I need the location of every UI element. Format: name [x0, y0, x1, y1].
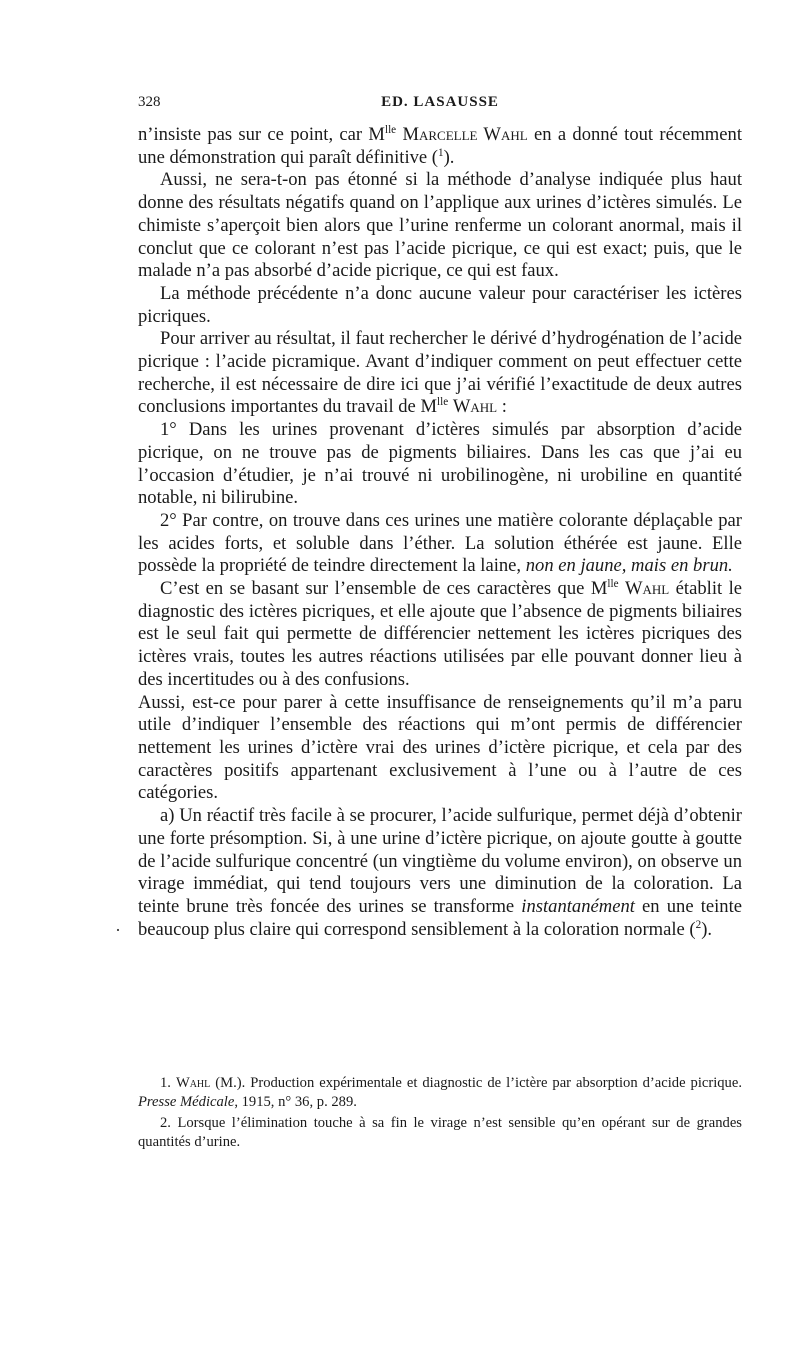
- page-number: 328: [138, 94, 161, 110]
- paragraph: [138, 124, 742, 169]
- italic-run: instantanément: [521, 895, 635, 917]
- paragraph: [138, 805, 742, 941]
- text-run: Lorsque l’élimination touche à sa fin le virage n’est sensible qu’en opérant sur de grandes quantités d’urine.: [138, 1115, 742, 1150]
- italic-run: non en jaune, mais en brun.: [525, 555, 733, 577]
- paragraph: Aussi, est-ce pour parer à cette insuffisance de renseignements qu’il m’a paru utile d’indiquer l’ensemble des réactions qui m’ont permis de différencier nettement les urines d’ictère vrai des urines d’ictère picrique, et cela par des caractères positifs appartenant exclusivement à l’une ou à l’autre de ces catégories.: [138, 691, 742, 804]
- superscript: lle: [607, 577, 619, 590]
- text-run: C’est en se basant sur l’ensemble de ces caractères que M: [160, 578, 608, 600]
- footnote: [138, 1074, 742, 1112]
- text-run: 2° Par contre, on trouve dans ces urines une matière colorante déplaçable par les acides forts, et soluble dans l’éther. La solution éthérée est jaune. Elle possède la propriété de teindre directement la laine,: [138, 509, 742, 577]
- footnote-number: 2.: [160, 1115, 171, 1131]
- footnote-ref: 2: [695, 918, 702, 931]
- superscript: lle: [437, 396, 449, 409]
- footnote-ref: 1: [438, 146, 444, 159]
- text-run: Pour arriver au résultat, il faut rechercher le dérivé d’hydrogénation de l’acide picrique : l’acide picramique. Avant d’indiquer comment on peut effectuer cette recherche, il est nécessaire de dire ici que j’ai vérifié l’exactitude de deux autres conclusions importantes du travail de M: [138, 328, 742, 418]
- margin-mark: ·: [115, 920, 121, 940]
- text-run: en a donné tout récemment une démonstration qui paraît définitive (: [138, 124, 742, 168]
- page-header: [138, 94, 742, 118]
- text-run: a) Un réactif très facile à se procurer, l’acide sulfurique, permet déjà d’obtenir une forte présomption. Si, à une urine d’ictère picrique, on ajoute goutte à goutte de l’acide sulfurique concentré (un vingtième du volume environ), on observe un virage immédiat, qui tend toujours vers une diminution de la coloration. La teinte brune très foncée des urines se transforme: [138, 805, 742, 917]
- italic-run: Presse Médicale: [138, 1094, 235, 1110]
- text-run: :: [497, 396, 507, 418]
- body-text: [138, 124, 742, 941]
- author-name: Wahl: [452, 396, 498, 418]
- footnote-number: 1.: [160, 1075, 171, 1091]
- text-run: établit le diagnostic des ictères picriques, et elle ajoute que l’absence de pigments biliaires est le seul fait qui permette de différencier nettement les ictères picriques des ictères vrais, toutes les autres réactions utilisées par elle pouvant donner lieu à des incertitudes ou à des confusions.: [138, 578, 742, 690]
- paragraph: [138, 510, 742, 578]
- author-name: Wahl: [175, 1075, 211, 1091]
- text-run: n’insiste pas sur ce point, car M: [138, 124, 385, 145]
- author-name: Wahl: [624, 578, 670, 600]
- text-run: (M.). Production expérimentale et diagnostic de l’ictère par absorption d’acide picrique.: [210, 1075, 742, 1091]
- footnotes: [138, 1074, 742, 1152]
- author-name: Marcelle Wahl: [402, 124, 528, 145]
- paragraph: Aussi, ne sera-t-on pas étonné si la méthode d’analyse indiquée plus haut donne des résultats négatifs quand on l’applique aux urines d’ictères simulés. Le chimiste s’aperçoit bien alors que l’urine renferme un colorant anormal, mais il conclut que ce colorant n’est pas l’acide picrique, ce qui est exact; puis, que le malade n’a pas absorbé d’acide picrique, ce qui est faux.: [138, 169, 742, 282]
- paragraph: [138, 328, 742, 419]
- running-title: ED. LASAUSSE: [381, 94, 499, 110]
- paragraph: 1° Dans les urines provenant d’ictères simulés par absorption d’acide picrique, on ne trouve pas de pigments biliaires. Dans les cas que j’ai eu l’occasion d’étudier, je n’ai trouvé ni urobilinogène, ni urobiline en quantité notable, ni bilirubine.: [138, 419, 742, 509]
- text-run: , 1915, n° 36, p. 289.: [234, 1094, 357, 1110]
- text-run: ).: [443, 146, 455, 168]
- text-run: ).: [701, 918, 713, 940]
- paragraph: La méthode précédente n’a donc aucune valeur pour caractériser les ictères picriques.: [138, 282, 742, 327]
- superscript: lle: [384, 123, 397, 136]
- footnote: [138, 1114, 742, 1152]
- text-run: en une teinte beaucoup plus claire qui correspond sensiblement à la coloration normale (: [138, 895, 742, 940]
- paragraph: [138, 578, 742, 692]
